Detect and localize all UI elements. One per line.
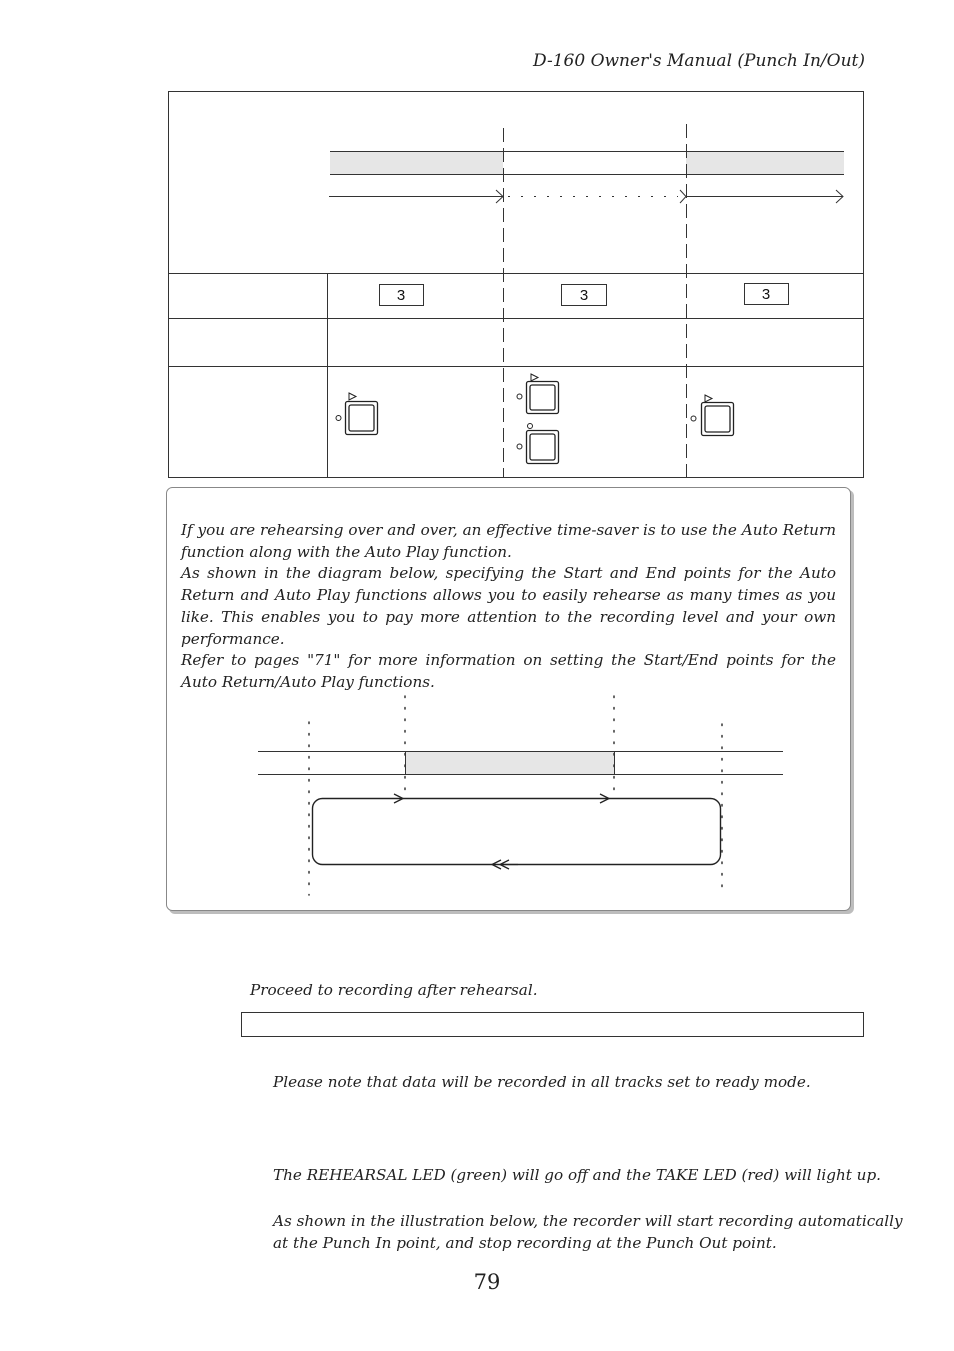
playback-arrows <box>329 190 843 203</box>
note-paragraph: As shown in the diagram below, specifying the Start and End points for the Auto Return and Auto Play functions allows you to easily rehearse as many times as you like. This enables you to pay more attention to the recording level and your own performance. <box>181 564 836 648</box>
page-number: 79 <box>473 1270 501 1294</box>
loop-path <box>313 799 721 865</box>
punch-timing-diagram <box>168 91 865 479</box>
step-illustration-line-2: at the Punch In point, and stop recording at the Punch Out point. <box>273 1234 777 1252</box>
step-proceed: Proceed to recording after rehearsal. <box>250 981 538 999</box>
note-text <box>181 520 836 694</box>
step-illustration-line-1: As shown in the illustration below, the recorder will start recording automatically <box>273 1212 903 1230</box>
track-bar <box>330 151 844 175</box>
page-header-title: D-160 Owner's Manual (Punch In/Out) <box>533 51 865 71</box>
play-button-icon <box>691 395 734 436</box>
step-bar <box>241 1012 864 1037</box>
counter-display-3 <box>745 284 789 305</box>
counter-value: 3 <box>761 286 771 303</box>
note-paragraph: Refer to pages "71" for more information on setting the Start/End points for the Auto Return/Auto Play functions. <box>181 651 836 691</box>
play-button-icon <box>336 393 378 435</box>
step-note-ready: Please note that data will be recorded in all tracks set to ready mode. <box>273 1073 811 1091</box>
note-paragraph: If you are rehearsing over and over, an effective time-saver is to use the Auto Return function along with the Auto Play function. <box>181 521 836 561</box>
counter-display-1 <box>380 285 424 306</box>
play-button-icon <box>517 374 559 414</box>
counter-value: 3 <box>579 287 589 304</box>
auto-return-loop-diagram <box>256 690 786 900</box>
counter-display-2 <box>562 285 607 306</box>
record-button-icon <box>517 424 559 464</box>
step-led-note: The REHEARSAL LED (green) will go off and the TAKE LED (red) will light up. <box>273 1166 882 1184</box>
counter-value: 3 <box>396 287 406 304</box>
